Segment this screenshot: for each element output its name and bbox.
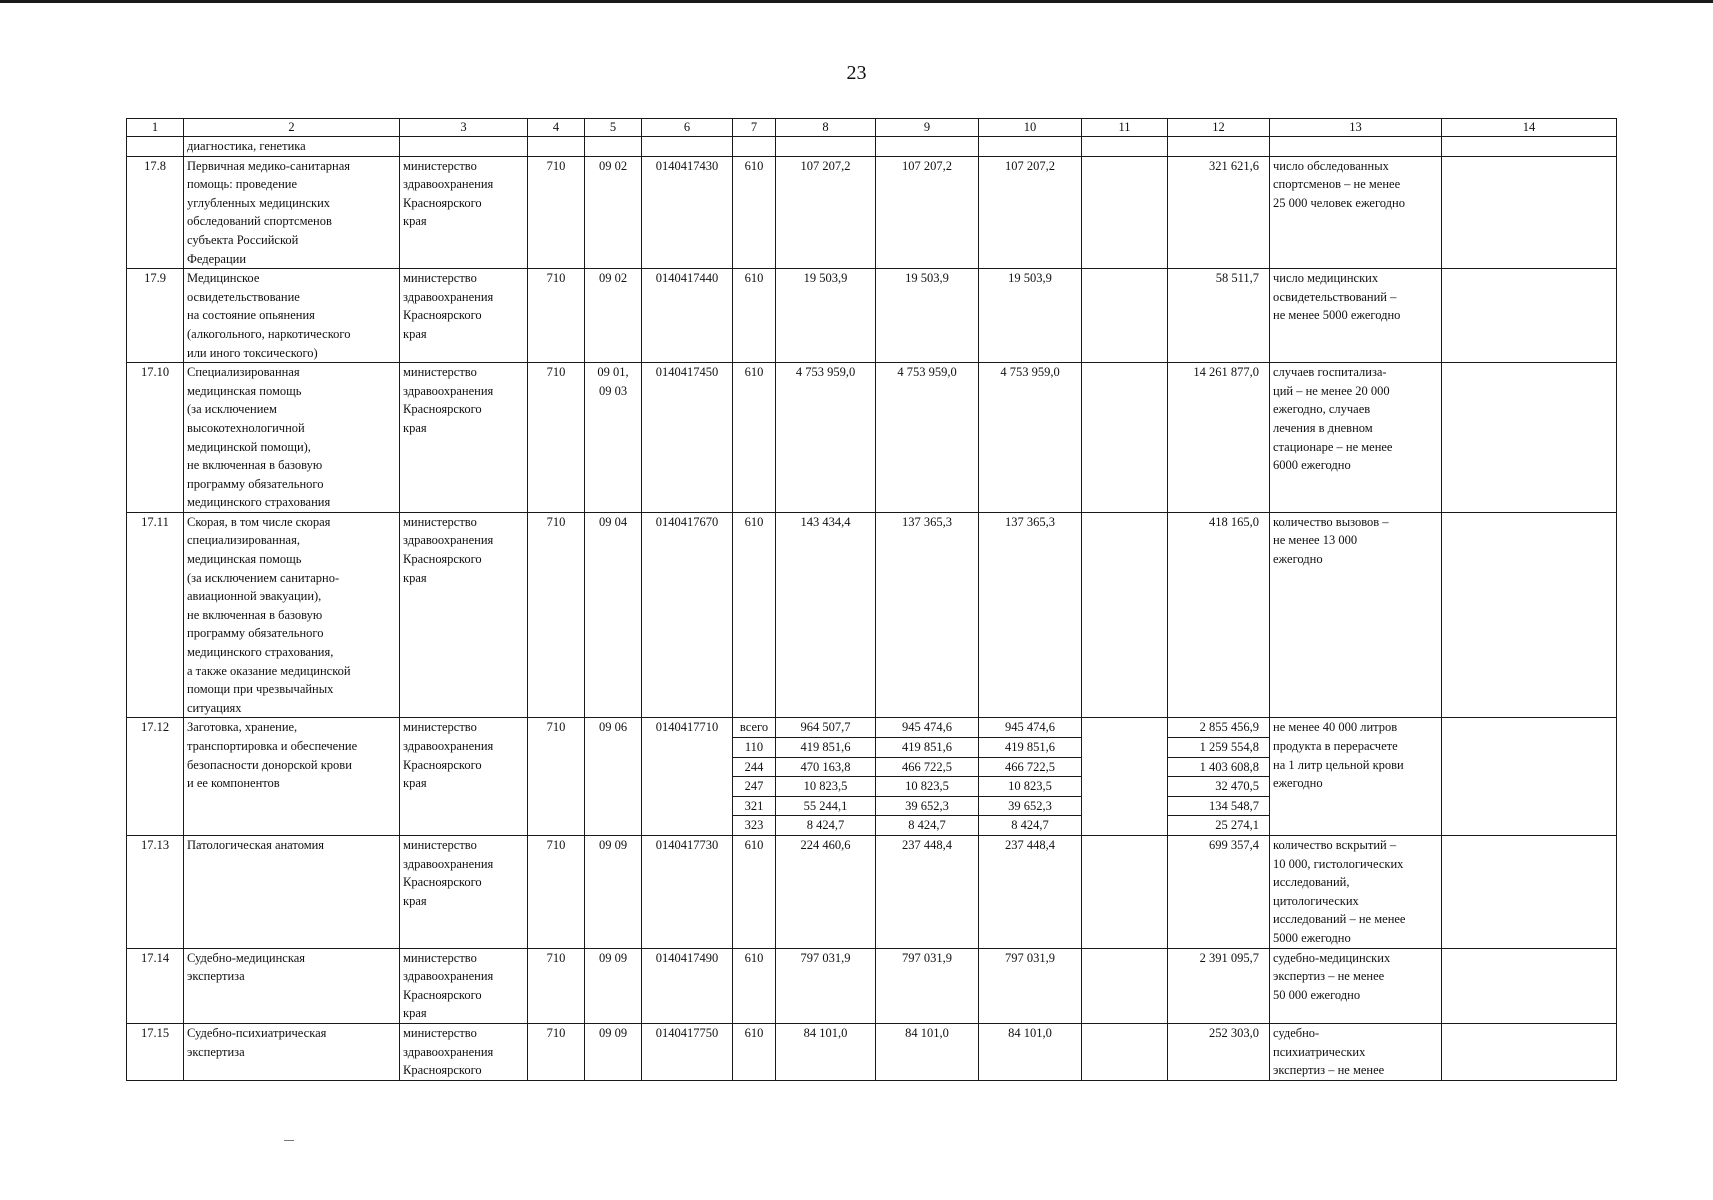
table-row bbox=[127, 835, 1617, 948]
cell-col12: 1 259 554,8 bbox=[1168, 738, 1270, 758]
table-row bbox=[127, 948, 1617, 1023]
cell-col6: 0140417430 bbox=[642, 156, 733, 269]
cell-empty bbox=[642, 137, 733, 157]
row-indicator: случаев госпитализа- ций – не менее 20 000 ежегодно, случаев лечения в дневном стационаре – не менее 6000 ежегодно bbox=[1270, 363, 1442, 513]
row-name: Судебно-психиатрическая экспертиза bbox=[184, 1023, 400, 1080]
cell-col5: 09 09 bbox=[585, 835, 642, 948]
header-cell: 1 bbox=[127, 119, 184, 137]
row-organization: министерство здравоохранения Красноярского края bbox=[400, 835, 528, 948]
header-cell: 14 bbox=[1442, 119, 1617, 137]
cell-col7: 247 bbox=[733, 777, 776, 797]
table-row bbox=[127, 363, 1617, 513]
header-cell: 2 bbox=[184, 119, 400, 137]
cell-col12: 1 403 608,8 bbox=[1168, 757, 1270, 777]
cell-empty bbox=[400, 137, 528, 157]
cell-col9: 10 823,5 bbox=[876, 777, 979, 797]
cell-col9: 137 365,3 bbox=[876, 512, 979, 718]
cell-col4: 710 bbox=[528, 156, 585, 269]
table-row-subline bbox=[127, 718, 1617, 738]
header-cell: 8 bbox=[776, 119, 876, 137]
row-number: 17.10 bbox=[127, 363, 184, 513]
cell-empty bbox=[776, 137, 876, 157]
cell-col10: 237 448,4 bbox=[979, 835, 1082, 948]
cell-col6: 0140417730 bbox=[642, 835, 733, 948]
cell-col6: 0140417440 bbox=[642, 269, 733, 363]
cell-col12: 2 391 095,7 bbox=[1168, 948, 1270, 1023]
row-organization: министерство здравоохранения Красноярского bbox=[400, 1023, 528, 1080]
table-row-continuation bbox=[127, 137, 1617, 157]
cell-col5: 09 09 bbox=[585, 948, 642, 1023]
header-cell: 6 bbox=[642, 119, 733, 137]
budget-table bbox=[126, 118, 1617, 1081]
cell-col7: 110 bbox=[733, 738, 776, 758]
row-organization: министерство здравоохранения Красноярского края bbox=[400, 718, 528, 836]
cell-empty bbox=[585, 137, 642, 157]
cell-col5: 09 06 bbox=[585, 718, 642, 836]
cell-col10: 137 365,3 bbox=[979, 512, 1082, 718]
row-number: 17.12 bbox=[127, 718, 184, 836]
table-row bbox=[127, 512, 1617, 718]
row-name: Медицинское освидетельствование на состояние опьянения (алкогольного, наркотического или иного токсического) bbox=[184, 269, 400, 363]
cell-col12: 32 470,5 bbox=[1168, 777, 1270, 797]
cell-col8: 19 503,9 bbox=[776, 269, 876, 363]
header-cell: 13 bbox=[1270, 119, 1442, 137]
cell-col6: 0140417450 bbox=[642, 363, 733, 513]
cell-col7: 321 bbox=[733, 796, 776, 816]
table-body bbox=[127, 137, 1617, 1081]
row-indicator: количество вскрытий – 10 000, гистологических исследований, цитологических исследований – не менее 5000 ежегодно bbox=[1270, 835, 1442, 948]
cell-col14 bbox=[1442, 363, 1617, 513]
cell-col12: 418 165,0 bbox=[1168, 512, 1270, 718]
cell-empty bbox=[127, 137, 184, 157]
row-name: Судебно-медицинская экспертиза bbox=[184, 948, 400, 1023]
cell-col12: 2 855 456,9 bbox=[1168, 718, 1270, 738]
cell-col9: 419 851,6 bbox=[876, 738, 979, 758]
cell-col10: 797 031,9 bbox=[979, 948, 1082, 1023]
cell-col14 bbox=[1442, 718, 1617, 836]
cell-empty bbox=[1168, 137, 1270, 157]
cell-col4: 710 bbox=[528, 512, 585, 718]
row-indicator: судебно-медицинских экспертиз – не менее 50 000 ежегодно bbox=[1270, 948, 1442, 1023]
row-indicator: число обследованных спортсменов – не менее 25 000 человек ежегодно bbox=[1270, 156, 1442, 269]
cell-col7: 610 bbox=[733, 512, 776, 718]
cell-col5: 09 02 bbox=[585, 156, 642, 269]
cell-col7: 244 bbox=[733, 757, 776, 777]
cell-col7: 610 bbox=[733, 835, 776, 948]
cell-empty bbox=[733, 137, 776, 157]
row-number: 17.15 bbox=[127, 1023, 184, 1080]
cell-col4: 710 bbox=[528, 269, 585, 363]
cell-col14 bbox=[1442, 512, 1617, 718]
header-cell: 11 bbox=[1082, 119, 1168, 137]
cell-col7: 610 bbox=[733, 269, 776, 363]
row-indicator: не менее 40 000 литров продукта в перерасчете на 1 литр цельной крови ежегодно bbox=[1270, 718, 1442, 836]
cell-col4: 710 bbox=[528, 363, 585, 513]
cell-col8: 224 460,6 bbox=[776, 835, 876, 948]
row-organization: министерство здравоохранения Красноярского края bbox=[400, 512, 528, 718]
cell-col8: 4 753 959,0 bbox=[776, 363, 876, 513]
cell-col12: 14 261 877,0 bbox=[1168, 363, 1270, 513]
row-indicator: количество вызовов – не менее 13 000 ежегодно bbox=[1270, 512, 1442, 718]
cell-col7: 610 bbox=[733, 948, 776, 1023]
cell-col10: 8 424,7 bbox=[979, 816, 1082, 836]
cell-col9: 466 722,5 bbox=[876, 757, 979, 777]
cell-col14 bbox=[1442, 835, 1617, 948]
row-name: Специализированная медицинская помощь (за исключением высокотехнологичной медицинской помощи), не включенная в базовую программу обязательного медицинского страхования bbox=[184, 363, 400, 513]
row-number: 17.8 bbox=[127, 156, 184, 269]
cell-col5: 09 09 bbox=[585, 1023, 642, 1080]
header-cell: 10 bbox=[979, 119, 1082, 137]
table-row bbox=[127, 156, 1617, 269]
continuation-text: диагностика, генетика bbox=[184, 137, 400, 157]
cell-col7: всего bbox=[733, 718, 776, 738]
table-row bbox=[127, 269, 1617, 363]
cell-col8: 797 031,9 bbox=[776, 948, 876, 1023]
cell-col9: 107 207,2 bbox=[876, 156, 979, 269]
row-number: 17.11 bbox=[127, 512, 184, 718]
cell-col10: 466 722,5 bbox=[979, 757, 1082, 777]
cell-col6: 0140417670 bbox=[642, 512, 733, 718]
cell-col14 bbox=[1442, 1023, 1617, 1080]
cell-col10: 84 101,0 bbox=[979, 1023, 1082, 1080]
header-cell: 7 bbox=[733, 119, 776, 137]
header-cell: 4 bbox=[528, 119, 585, 137]
row-number: 17.13 bbox=[127, 835, 184, 948]
cell-col9: 945 474,6 bbox=[876, 718, 979, 738]
cell-col6: 0140417750 bbox=[642, 1023, 733, 1080]
row-indicator: судебно- психиатрических экспертиз – не менее bbox=[1270, 1023, 1442, 1080]
row-name: Первичная медико-санитарная помощь: проведение углубленных медицинских обследований спортсменов субъекта Российской Федерации bbox=[184, 156, 400, 269]
cell-col10: 39 652,3 bbox=[979, 796, 1082, 816]
cell-col10: 419 851,6 bbox=[979, 738, 1082, 758]
cell-col11 bbox=[1082, 718, 1168, 836]
cell-col4: 710 bbox=[528, 718, 585, 836]
cell-col4: 710 bbox=[528, 835, 585, 948]
header-cell: 12 bbox=[1168, 119, 1270, 137]
cell-col11 bbox=[1082, 512, 1168, 718]
row-number: 17.14 bbox=[127, 948, 184, 1023]
cell-col6: 0140417710 bbox=[642, 718, 733, 836]
cell-col9: 4 753 959,0 bbox=[876, 363, 979, 513]
cell-col8: 10 823,5 bbox=[776, 777, 876, 797]
cell-col7: 610 bbox=[733, 1023, 776, 1080]
header-cell: 5 bbox=[585, 119, 642, 137]
cell-col12: 699 357,4 bbox=[1168, 835, 1270, 948]
cell-empty bbox=[1442, 137, 1617, 157]
cell-col12: 134 548,7 bbox=[1168, 796, 1270, 816]
cell-col8: 8 424,7 bbox=[776, 816, 876, 836]
cell-empty bbox=[876, 137, 979, 157]
header-cell: 3 bbox=[400, 119, 528, 137]
cell-col7: 610 bbox=[733, 363, 776, 513]
scan-mark bbox=[284, 1140, 294, 1141]
cell-col8: 107 207,2 bbox=[776, 156, 876, 269]
cell-col9: 237 448,4 bbox=[876, 835, 979, 948]
cell-col9: 19 503,9 bbox=[876, 269, 979, 363]
top-border-line bbox=[0, 0, 1713, 3]
cell-col9: 797 031,9 bbox=[876, 948, 979, 1023]
cell-col12: 25 274,1 bbox=[1168, 816, 1270, 836]
cell-col8: 419 851,6 bbox=[776, 738, 876, 758]
row-organization: министерство здравоохранения Красноярского края bbox=[400, 363, 528, 513]
cell-col12: 321 621,6 bbox=[1168, 156, 1270, 269]
header-cell: 9 bbox=[876, 119, 979, 137]
cell-col5: 09 04 bbox=[585, 512, 642, 718]
row-organization: министерство здравоохранения Красноярского края bbox=[400, 269, 528, 363]
cell-col11 bbox=[1082, 156, 1168, 269]
cell-col10: 10 823,5 bbox=[979, 777, 1082, 797]
row-organization: министерство здравоохранения Красноярского края bbox=[400, 948, 528, 1023]
cell-empty bbox=[1270, 137, 1442, 157]
cell-col10: 19 503,9 bbox=[979, 269, 1082, 363]
cell-empty bbox=[528, 137, 585, 157]
cell-col10: 4 753 959,0 bbox=[979, 363, 1082, 513]
table-header bbox=[127, 119, 1617, 137]
row-name: Заготовка, хранение, транспортировка и обеспечение безопасности донорской крови и ее компонентов bbox=[184, 718, 400, 836]
cell-col9: 84 101,0 bbox=[876, 1023, 979, 1080]
cell-col8: 84 101,0 bbox=[776, 1023, 876, 1080]
cell-col7: 323 bbox=[733, 816, 776, 836]
cell-col14 bbox=[1442, 948, 1617, 1023]
cell-col9: 39 652,3 bbox=[876, 796, 979, 816]
cell-col8: 55 244,1 bbox=[776, 796, 876, 816]
cell-col4: 710 bbox=[528, 948, 585, 1023]
page-number: 23 bbox=[846, 62, 867, 84]
cell-col4: 710 bbox=[528, 1023, 585, 1080]
row-organization: министерство здравоохранения Красноярского края bbox=[400, 156, 528, 269]
cell-col11 bbox=[1082, 363, 1168, 513]
cell-col5: 09 02 bbox=[585, 269, 642, 363]
cell-col8: 470 163,8 bbox=[776, 757, 876, 777]
cell-col6: 0140417490 bbox=[642, 948, 733, 1023]
cell-col8: 964 507,7 bbox=[776, 718, 876, 738]
row-name: Скорая, в том числе скорая специализированная, медицинская помощь (за исключением санитарно- авиационной эвакуации), не включенная в базовую программу обязательного медицинского страхования, а также оказание медицинской помощи при чрезвычайных ситуациях bbox=[184, 512, 400, 718]
row-name: Патологическая анатомия bbox=[184, 835, 400, 948]
cell-empty bbox=[979, 137, 1082, 157]
cell-col5: 09 01, 09 03 bbox=[585, 363, 642, 513]
cell-col10: 945 474,6 bbox=[979, 718, 1082, 738]
cell-col8: 143 434,4 bbox=[776, 512, 876, 718]
cell-empty bbox=[1082, 137, 1168, 157]
cell-col11 bbox=[1082, 948, 1168, 1023]
cell-col14 bbox=[1442, 269, 1617, 363]
cell-col7: 610 bbox=[733, 156, 776, 269]
cell-col11 bbox=[1082, 269, 1168, 363]
cell-col11 bbox=[1082, 835, 1168, 948]
cell-col9: 8 424,7 bbox=[876, 816, 979, 836]
cell-col11 bbox=[1082, 1023, 1168, 1080]
row-indicator: число медицинских освидетельствований – не менее 5000 ежегодно bbox=[1270, 269, 1442, 363]
cell-col14 bbox=[1442, 156, 1617, 269]
row-number: 17.9 bbox=[127, 269, 184, 363]
cell-col12: 58 511,7 bbox=[1168, 269, 1270, 363]
cell-col10: 107 207,2 bbox=[979, 156, 1082, 269]
table-row bbox=[127, 1023, 1617, 1080]
cell-col12: 252 303,0 bbox=[1168, 1023, 1270, 1080]
